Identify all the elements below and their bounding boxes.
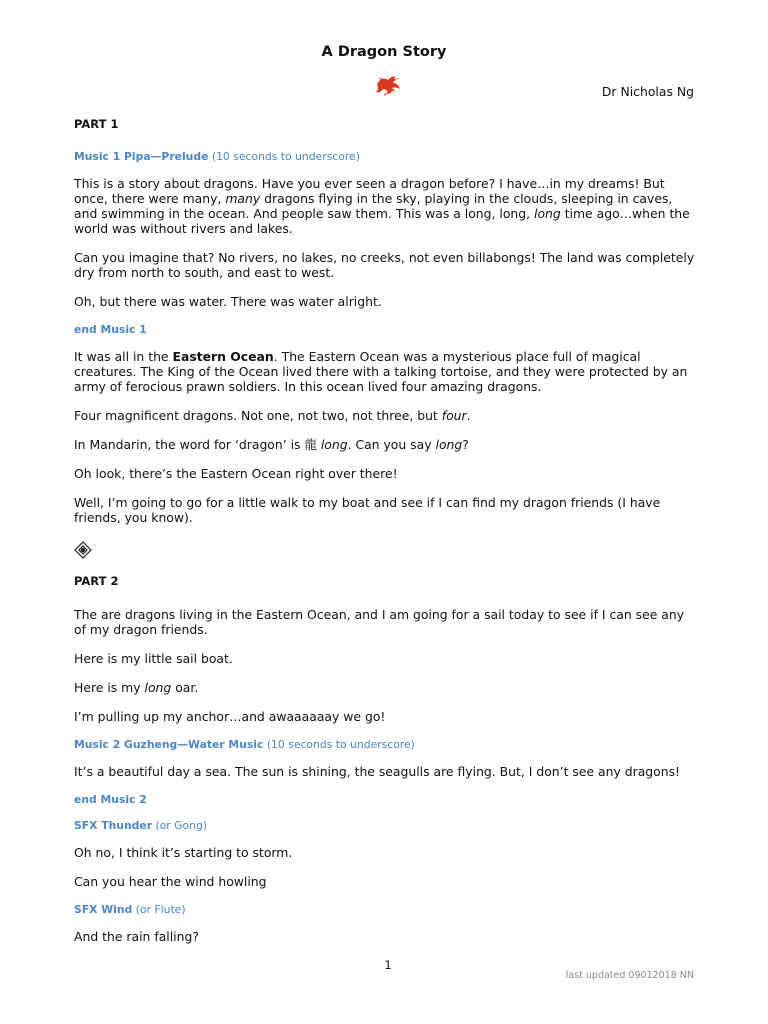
text-run: dragons flying in the sky, playing in the clouds, sleeping in caves, and swimming in the ocean. And people saw them. This was a long, long,: [74, 191, 673, 221]
text-run: . Can you say: [347, 437, 436, 452]
story-paragraph: [74, 874, 698, 889]
part-2-heading: PART 2: [74, 574, 119, 588]
text-run: Here is my little sail boat.: [74, 651, 233, 666]
text-run: long: [534, 206, 561, 221]
text-run: This is a story about dragons. Have you ever seen a dragon before? I have…in my dreams! But once, there were many,: [74, 176, 665, 206]
text-run: And the rain falling?: [74, 929, 199, 944]
music-cue: [74, 738, 698, 752]
text-run: Oh no, I think it’s starting to storm.: [74, 845, 293, 860]
story-paragraph: [74, 466, 698, 481]
cue-title: end Music 2: [74, 793, 147, 806]
story-paragraph: [74, 495, 698, 525]
music-cue: [74, 150, 698, 164]
text-run: Oh, but there was water. There was water alright.: [74, 294, 382, 309]
text-run: Eastern Ocean: [172, 349, 274, 364]
cue-note: (or Flute): [132, 903, 186, 916]
story-paragraph: [74, 349, 698, 394]
music-cue: [74, 903, 698, 917]
text-run: ?: [462, 437, 469, 452]
script-body: [74, 117, 698, 958]
cue-title: Music 1 Pipa—Prelude: [74, 150, 209, 163]
cue-title: SFX Wind: [74, 903, 133, 916]
author-name: Dr Nicholas Ng: [601, 84, 694, 99]
text-run: Four magnificent dragons. Not one, not two, not three, but: [74, 408, 442, 423]
text-run: Can you hear the wind howling: [74, 874, 267, 889]
cue-title: end Music 1: [74, 323, 147, 336]
text-run: Oh look, there’s the Eastern Ocean right over there!: [74, 466, 398, 481]
cue-title: Music 2 Guzheng—Water Music: [74, 738, 264, 751]
text-run: long: [435, 437, 463, 452]
text-run: Here is my: [74, 680, 145, 695]
text-run: Can you imagine that? No rivers, no lakes, no creeks, not even billabongs! The land was completely dry from north to south, and east to west.: [74, 250, 695, 280]
text-run: oar.: [171, 680, 199, 695]
cue-title: SFX Thunder: [74, 819, 153, 832]
text-run: .: [466, 408, 471, 423]
text-run: many: [225, 191, 261, 206]
part-2-content: [74, 607, 698, 944]
story-paragraph: [74, 408, 698, 423]
text-run: long: [144, 680, 172, 695]
text-run: In Mandarin, the word for ‘dragon’ is: [74, 437, 305, 452]
cue-note: (or Gong): [152, 819, 208, 832]
story-paragraph: [74, 764, 698, 779]
text-run: time ago…when the world was without rivers and lakes.: [74, 206, 690, 236]
text-run: Well, I’m going to go for a little walk to my boat and see if I can find my dragon friends (I have friends, you know).: [74, 495, 661, 525]
red-dragon-icon: [373, 71, 403, 97]
story-paragraph: [74, 651, 698, 666]
last-updated-note: last updated 09012018 NN: [565, 970, 694, 981]
music-cue: [74, 793, 698, 807]
story-paragraph: [74, 176, 698, 236]
story-paragraph: [74, 294, 698, 309]
document-title: A Dragon Story: [321, 44, 447, 60]
story-paragraph: [74, 250, 698, 280]
text-run: long: [320, 437, 348, 452]
story-paragraph: [74, 437, 698, 452]
text-run: 龍: [304, 437, 317, 452]
story-paragraph: [74, 845, 698, 860]
text-run: four: [441, 408, 467, 423]
text-run: I’m pulling up my anchor…and awaaaaaay we go!: [74, 709, 386, 724]
text-run: The are dragons living in the Eastern Ocean, and I am going for a sail today to see if I can see any of my dragon friends.: [74, 607, 685, 637]
ornamental-knot-icon: [74, 541, 92, 559]
page-number: 1: [384, 958, 392, 972]
music-cue: [74, 819, 698, 833]
part-1-heading: PART 1: [74, 117, 119, 131]
story-paragraph: [74, 680, 698, 695]
story-paragraph: [74, 929, 698, 944]
story-paragraph: [74, 607, 698, 637]
cue-note: (10 seconds to underscore): [263, 738, 415, 751]
text-run: It’s a beautiful day a sea. The sun is shining, the seagulls are flying. But, I don’t see any dragons!: [74, 764, 681, 779]
music-cue: [74, 323, 698, 337]
text-run: It was all in the: [74, 349, 173, 364]
text-run: . The Eastern Ocean was a mysterious place full of magical creatures. The King of the Ocean lived there with a talking tortoise, and they were protected by an army of ferocious prawn soldiers. In this ocean lived four amazing dragons.: [74, 349, 688, 394]
part-1-content: [74, 150, 698, 525]
cue-note: (10 seconds to underscore): [208, 150, 360, 163]
story-paragraph: [74, 709, 698, 724]
